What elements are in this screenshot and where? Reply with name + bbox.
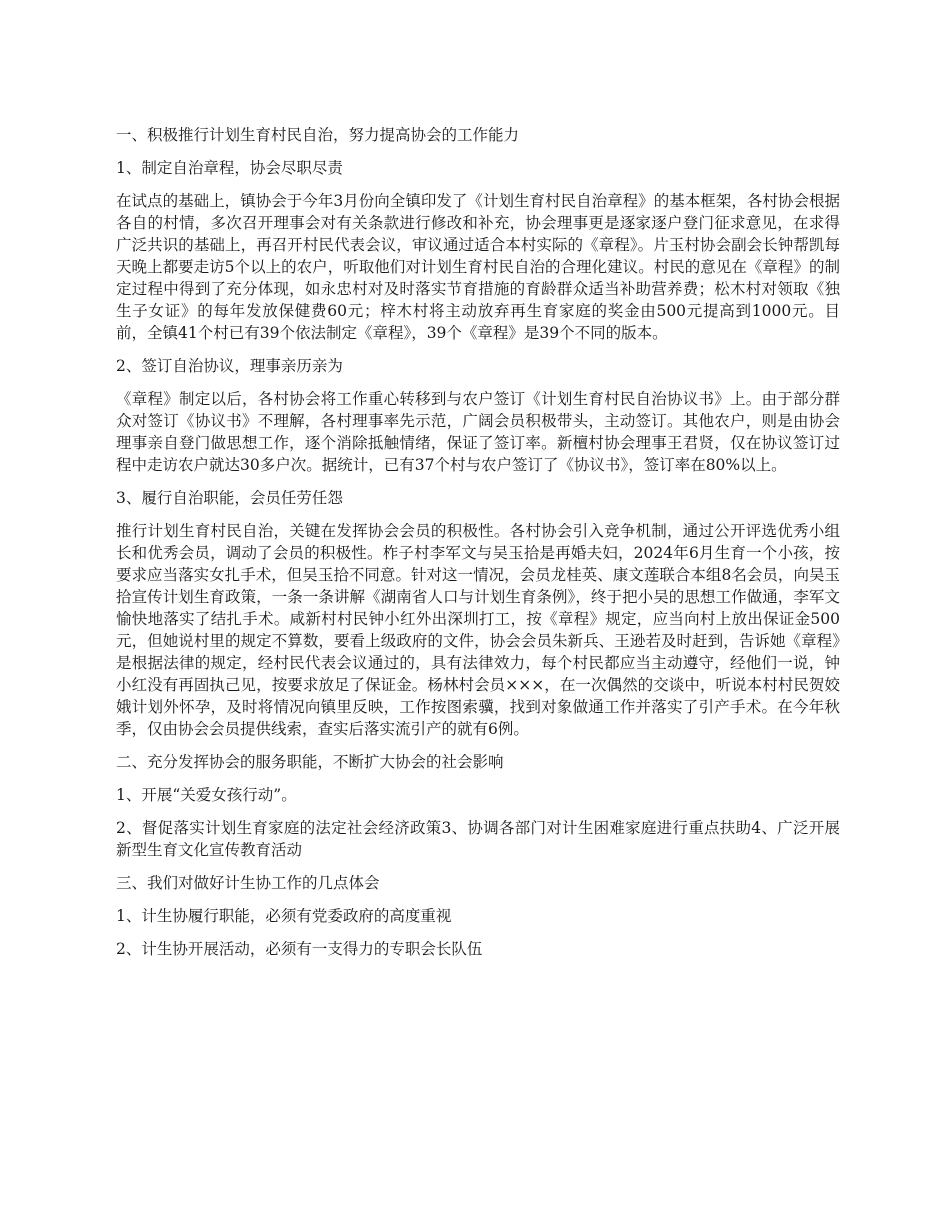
section-1-item-2-body: 《章程》制定以后，各村协会将工作重心转移到与农户签订《计划生育村民自治协议书》上。由于部分群众对签订《协议书》不理解，各村理事率先示范，广阔会员积极带头，主动签订。其他农户，则是由协会理事亲自登门做思想工作，逐个消除抵触情绪，保证了签订率。新檀村协会理事王君贤，仅在协议签订过程中走访农户就达30多户次。据统计，已有37个村与农户签订了《协议书》，签订率在80%以上。 [116,390,840,474]
section-2-item-2: 2、督促落实计划生育家庭的法定社会经济政策3、协调各部门对计生困难家庭进行重点扶助4、广泛开展新型生育文化宣传教育活动 [116,819,840,859]
section-1-item-1-title: 1、制定自治章程，协会尽职尽责 [116,159,343,177]
section-2-item-1: 1、开展“关爱女孩行动”。 [116,786,297,804]
section-3-item-1: 1、计生协履行职能，必须有党委政府的高度重视 [116,907,452,925]
section-1-item-3-body: 推行计划生育村民自治，关键在发挥协会会员的积极性。各村协会引入竞争机制，通过公开评选优秀小组长和优秀会员，调动了会员的积极性。柞子村李军文与吴玉拾是再婚夫妇，2024年6月生育一个小孩，按要求应当落实女扎手术，但吴玉拾不同意。针对这一情况，会员龙桂英、康文莲联合本组8名会员，向吴玉拾宣传计划生育政策，一条一条讲解《湖南省人口与计划生育条例》，终于把小吴的思想工作做通，李军文愉快地落实了结扎手术。咸新村村民钟小红外出深圳打工，按《章程》规定，应当向村上放出保证金500元，但她说村里的规定不算数，要看上级政府的文件，协会会员朱新兵、王逊若及时赶到，告诉她《章程》是根据法律的规定，经村民代表会议通过的，具有法律效力，每个村民都应当主动遵守，经他们一说，钟小红没有再固执己见，按要求放足了保证金。杨林村会员×××，在一次偶然的交谈中，听说本村村民贺姣娥计划外怀孕，及时将情况向镇里反映，工作按图索骥，找到对象做通工作并落实了引产手术。在今年秋季，仅由协会会员提供线索，查实后落实流引产的就有6例。 [116,522,840,738]
section-3-item-2: 2、计生协开展活动，必须有一支得力的专职会长队伍 [116,940,483,958]
section-3-title: 三、我们对做好计生协工作的几点体会 [116,874,380,892]
section-1-title: 一、积极推行计划生育村民自治，努力提高协会的工作能力 [116,126,520,144]
section-2-title: 二、充分发挥协会的服务职能，不断扩大协会的社会影响 [116,753,504,771]
document-page [116,124,840,971]
section-1-item-3-title: 3、履行自治职能，会员任劳任怨 [116,489,343,507]
section-1-item-2-title: 2、签订自治协议，理事亲历亲为 [116,357,343,375]
section-1-item-1-body: 在试点的基础上，镇协会于今年3月份向全镇印发了《计划生育村民自治章程》的基本框架，各村协会根据各自的村情，多次召开理事会对有关条款进行修改和补充，协会理事更是逐家逐户登门征求意见，在求得广泛共识的基础上，再召开村民代表会议，审议通过适合本村实际的《章程》。片玉村协会副会长钟帮凯每天晚上都要走访5个以上的农户，听取他们对计划生育村民自治的合理化建议。村民的意见在《章程》的制定过程中得到了充分体现，如永忠村对及时落实节育措施的育龄群众适当补助营养费；松木村对领取《独生子女证》的每年发放保健费60元；梓木村将主动放弃再生育家庭的奖金由500元提高到1000元。目前，全镇41个村已有39个依法制定《章程》，39个《章程》是39个不同的版本。 [116,192,840,342]
